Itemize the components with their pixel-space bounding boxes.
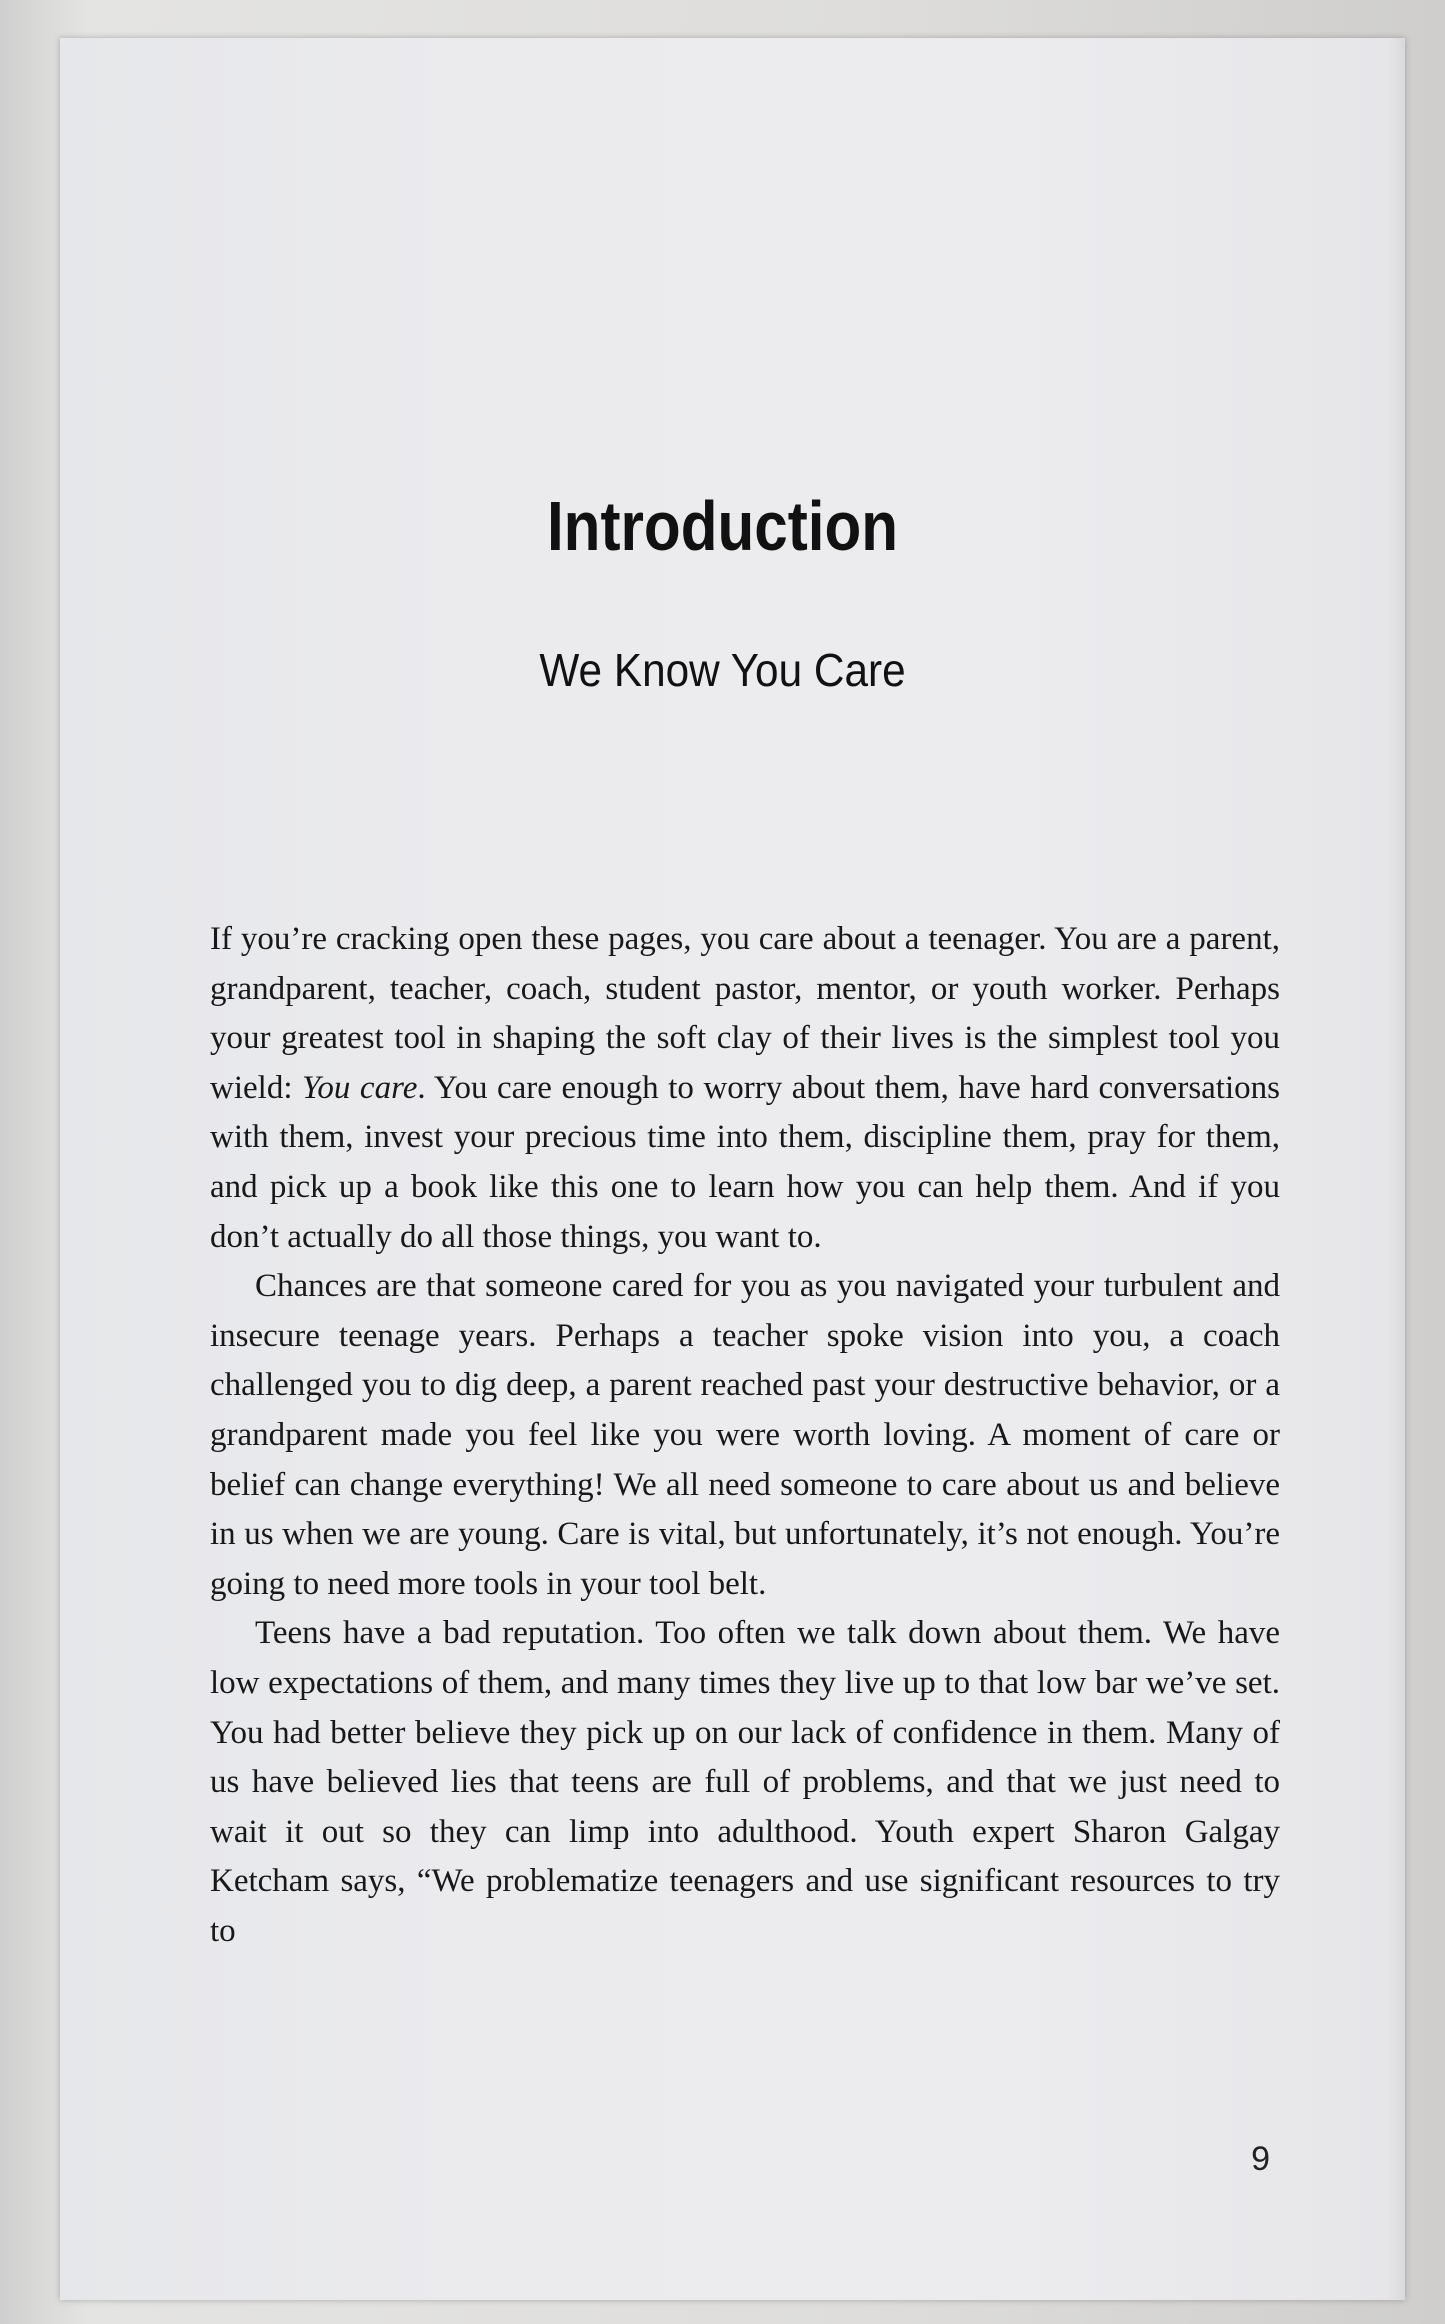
page-number: 9: [1251, 2140, 1270, 2178]
chapter-subtitle: We Know You Care: [539, 644, 906, 696]
paragraph-1: If you’re cracking open these pages, you care about a teenager. You are a parent, grandparent, teacher, coach, student pastor, mentor, or youth worker. Perhaps your greatest tool in shaping the soft clay of their lives is the simplest tool you wield: You care. You care enough to worry about them, have hard conversations with them, invest your precious time into them, discipline them, pray for them, and pick up a book like this one to learn how you can help them. And if you don’t actually do all those things, you want to.: [210, 921, 1280, 1255]
page-edge-shadow: [1387, 38, 1405, 2300]
book-page: [60, 38, 1405, 2300]
chapter-title: Introduction: [546, 487, 899, 565]
paragraph-2: Chances are that someone cared for you as you navigated your turbulent and insecure teenage years. Perhaps a teacher spoke vision into you, a coach challenged you to dig deep, a parent reached past your destructive behavior, or a grandparent made you feel like you were worth loving. A moment of care or belief can change everything! We all need someone to care about us and believe in us when we are young. Care is vital, but unfortunately, it’s not enough. You’re going to need more tools in your tool belt.: [210, 1268, 1280, 1602]
paragraph-3: Teens have a bad reputation. Too often we talk down about them. We have low expectations of them, and many times they live up to that low bar we’ve set. You had better believe they pick up on our lack of confidence in them. Many of us have believed lies that teens are full of problems, and that we just need to wait it out so they can limp into adulthood. Youth expert Sharon Galgay Ketcham says, “We problematize teenagers and use significant resources to try to: [210, 1615, 1280, 1949]
body-text: [210, 915, 1280, 1956]
emphasis-you-care: You care: [302, 1069, 418, 1106]
